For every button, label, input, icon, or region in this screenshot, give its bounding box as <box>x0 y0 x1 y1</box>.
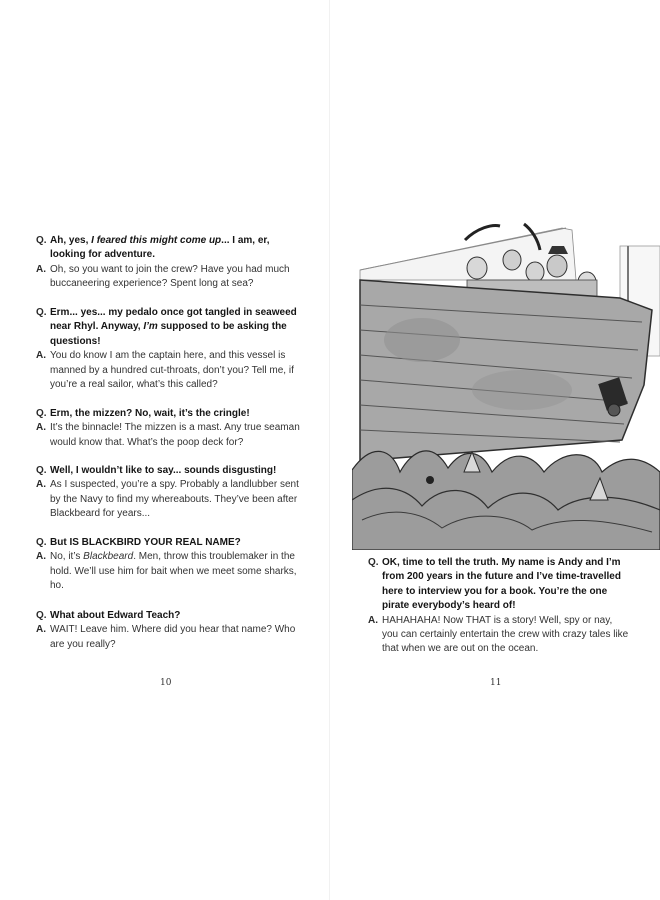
a-tag: A. <box>36 624 46 636</box>
answer-text: It’s the binnacle! The mizzen is a mast. Any true seaman would know that. What’s the poop deck for? <box>50 422 300 448</box>
answer-text: Oh, so you want to join the crew? Have you had much buccaneering experience? Spent long at sea? <box>50 263 290 290</box>
a-tag: A. <box>368 614 378 626</box>
q-tag: Q. <box>36 235 47 246</box>
question-4 <box>36 464 300 478</box>
page-number-right: 11 <box>490 678 502 688</box>
a-tag: A. <box>36 263 46 275</box>
q-tag: Q. <box>36 465 47 476</box>
a-tag: A. <box>36 422 46 434</box>
question-text: ... I am, er, looking for adventure. <box>50 235 270 261</box>
answer-2 <box>36 349 300 392</box>
ship-hull <box>360 280 652 460</box>
question-text: What about Edward Teach? <box>50 610 181 621</box>
answer-3 <box>36 421 300 450</box>
question-text: Erm, the mizzen? No, wait, it’s the cringle! <box>50 408 250 419</box>
pirate-ship-illustration <box>352 210 660 550</box>
question-3 <box>36 407 300 421</box>
answer-italic: Blackbeard <box>83 551 134 563</box>
answer-text: . Men, throw this troublemaker in the hold. We’ll use him for bait when we meet some sharks, ho. <box>50 551 297 592</box>
question-text: But IS BLACKBIRD YOUR REAL NAME? <box>50 537 241 548</box>
question-5 <box>36 536 300 550</box>
stormy-waves <box>352 451 660 550</box>
question-2 <box>36 306 300 349</box>
answer-text: As I suspected, you’re a spy. Probably a landlubber sent by the Navy to find my whereabouts. They’ve been after Blackbeard for years... <box>50 479 299 520</box>
answer-5 <box>36 550 300 593</box>
qa-block-2 <box>36 306 300 392</box>
qa-block-7 <box>368 556 630 657</box>
question-text: Ah, yes, <box>50 235 92 246</box>
qa-block-6 <box>36 609 300 652</box>
right-page <box>330 0 660 900</box>
q-tag: Q. <box>368 557 379 568</box>
question-text: Erm... yes... my pedalo once got tangled in seaweed near Rhyl. Anyway, <box>50 307 297 333</box>
question-italic: I feared this might come up <box>91 235 222 246</box>
hull-shading <box>472 370 572 410</box>
qa-block-1 <box>36 234 300 292</box>
question-text: OK, time to tell the truth. My name is Andy and I’m from 200 years in the future and I’ve time-travelled here to interview you for a book. You’re the one pirate everybody’s heard of! <box>382 557 621 612</box>
q-tag: Q. <box>36 537 47 548</box>
qa-block-3 <box>36 407 300 450</box>
answer-1 <box>36 263 300 292</box>
answer-7 <box>368 614 630 657</box>
q-tag: Q. <box>36 408 47 419</box>
question-text: Well, I wouldn’t like to say... sounds disgusting! <box>50 465 277 476</box>
question-1 <box>36 234 300 263</box>
a-tag: A. <box>36 479 46 491</box>
hull-shading <box>384 318 460 362</box>
answer-text: No, it’s <box>50 551 84 563</box>
q-tag: Q. <box>36 307 47 318</box>
question-7 <box>368 556 630 614</box>
answer-6 <box>36 623 300 652</box>
answer-4 <box>36 478 300 521</box>
answer-text: HAHAHAHA! Now THAT is a story! Well, spy or nay, you can certainly entertain the crew with crazy tales like that when we are out on the ocean. <box>382 614 629 655</box>
qa-block-4 <box>36 464 300 522</box>
question-text: supposed to be asking the questions! <box>50 321 287 347</box>
page-number-left: 10 <box>160 678 172 688</box>
qa-block-5 <box>36 536 300 594</box>
answer-text: WAIT! Leave him. Where did you hear that name? Who are you really? <box>50 624 296 650</box>
question-italic: I’m <box>143 321 158 333</box>
answer-text: You do know I am the captain here, and this vessel is manned by a hundred cut-throats, don’t you? Tell me, if you’re a real sailor, what’s this called? <box>50 350 294 391</box>
a-tag: A. <box>36 551 46 563</box>
q-tag: Q. <box>36 610 47 621</box>
question-6 <box>36 609 300 623</box>
a-tag: A. <box>36 350 46 362</box>
